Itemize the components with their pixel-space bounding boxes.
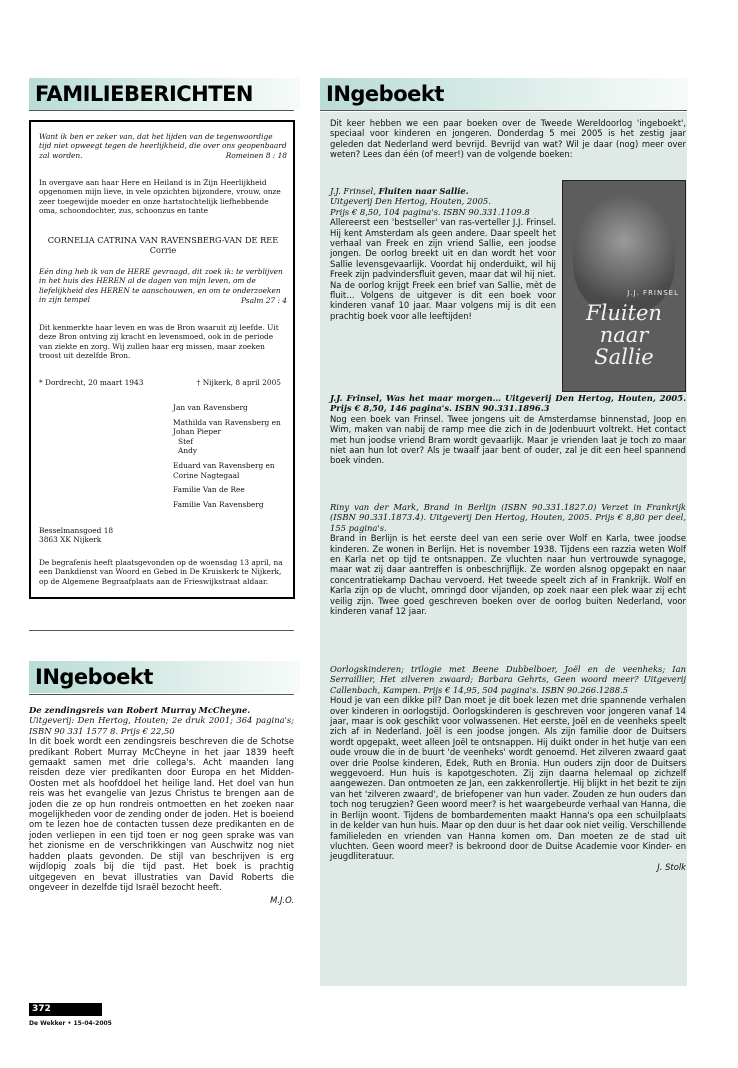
notice-quote-2: Eén ding heb ik van de HERE gevraagd, dit zoek ik: te verblijven in het huis des HEREN al de dagen van mijn leven, om de liefelijkheid des HEREN te aanschouwen, en om te onderzoeken in zijn tempel Psalm 27 : 4 bbox=[39, 267, 287, 305]
book-4-heading: Oorlogskinderen; trilogie met Beene Dubbelboer, Joël en de veenheks; Ian Serraillier, Het zilveren zwaard; Barbara Gehrts, Geen woord meer? Uitgeverij Callenbach, Kampen. Prijs € 14,95, 504 pagina's. ISBN 90.266.1288.5 bbox=[330, 664, 686, 695]
left-separator bbox=[29, 630, 294, 631]
notice-funeral: De begrafenis heeft plaatsgevonden op de woensdag 13 april, na een Dankdienst van Woord en Gebed in De Kruiskerk te Nijkerk, op de Algemene Begraafplaats aan de Frieswijkstraat aldaar. bbox=[39, 558, 283, 586]
book-4 bbox=[330, 664, 686, 872]
family-member: Andy bbox=[178, 446, 198, 456]
left-ingeboekt-header: INgeboekt bbox=[29, 661, 300, 693]
book-4-body: Houd je van een dikke pil? Dan moet je dit boek lezen met drie spannende verhalen over kinderen in oorlogstijd. Oorlogskinderen is geschreven voor jongeren vanaf 14 jaar, maar is ook geschikt voor volwassenen. Het eerste, Joël en de veenheks speelt zich af in Nederland. Joël is een joodse jongen. Als zijn familie door de Duitsers wordt opgepakt, weet alleen Joël te ontsnappen. Hij duikt onder in het hutje van een oude vrouw die in de buurt 'de veenheks' wordt genoemd. Het zilveren zwaard gaat over drie Poolse kinderen, Edek, Ruth en Bronia. Hun ouders zijn door de Duitsers weggevoerd. Hun huis is kapotgeschoten. Zij zijn daarna helemaal op zichzelf aangewezen. Dan ontmoeten ze Jan, een zakkenrollertje. Hij blijkt in het bezit te zijn van het 'zilveren zwaard', de briefopener van hun vader. Zouden ze hun ouders dan toch nog terugzien? Geen woord meer? is het waargebeurde verhaal van Hanna, die in Berlijn woont. Tijdens de bombardementen maakt Hanna's opa een schuilplaats in de kelder van hun huis. Maar op den duur is het daar ook niet veilig. Verschillende familieleden en vrienden van Hanna komen om. Dan moeten ze de stad uit vluchten. Geen woord meer? is bekroond door de Duitse Academie voor Kinder- en jeugdliteratuur. bbox=[330, 695, 687, 862]
left-review-rule bbox=[29, 694, 294, 695]
right-intro: Dit keer hebben we een paar boeken over de Tweede Wereldoorlog 'ingeboekt', speciaal voor kinderen en jongeren. Donderdag 5 mei 2005 is het zestig jaar geleden dat Nederland werd bevrijd. Bevrijd van wat? Wil je daar (nog) meer over weten? Lees dan één (of meer!) van de volgende boeken: bbox=[330, 118, 686, 160]
family-member: Mathilda van Ravensberg en bbox=[173, 417, 281, 427]
review-body: In dit boek wordt een zendingsreis beschreven die de Schotse predikant Robert Murray McCheyne in het jaar 1839 heeft gemaakt samen met drie collega's. Acht maanden lang reisden deze vier predikanten door Europa en het Midden-Oosten met als hoofddoel het heilige land. Het doel van hun reis was het evangelie van Jezus Christus te brengen aan de joden die ze op hun rondreis ontmoetten en het zoeken naar mogelijkheden voor de zending onder de joden. Het is boeiend om te lezen hoe de contacten tussen deze predikanten en de joden verliepen in een tijd toen er nog geen sprake was van het zionisme en de verschrikkingen van Auschwitz nog niet hadden plaats gevonden. De stijl van beschrijven is erg wijdlopig zoals bij die tijd past. Het boek is prachtig uitgegeven en bevat illustraties van David Roberts die ongeveer in dezelfde tijd Israël bezocht heeft. bbox=[29, 736, 294, 892]
book-1-heading: J.J. Frinsel, Fluiten naar Sallie. bbox=[330, 186, 469, 196]
cover-title-line-1: Fluiten bbox=[586, 301, 662, 325]
book-1-body: Allereerst een 'bestseller' van ras-verteller J.J. Frinsel. Hij kent Amsterdam als geen andere. Daar speelt het verhaal van Freek en zijn vriend Sallie, een joodse jongen. De oorlog breekt uit en dan wordt het voor Sallie levensgevaarlijk. Voordat hij onderduikt, wil hij Freek zijn padvindersfluit geven, maar dat wil hij niet. Na de oorlog krijgt Freek een brief van Sallie, mèt de fluit… Volgens de uitgever is dit een boek voor kinderen vanaf 10 jaar. Maar volgens mij is dit een prachtig boek voor alle leeftijden! bbox=[330, 217, 556, 321]
book-3-body: Brand in Berlijn is het eerste deel van een serie over Wolf en Karla, twee joodse kinderen. Ze wonen in Berlijn. Het is november 1938. Tijdens een razzia weten Wolf en Karla net op tijd te ontsnappen. Ze vluchten naar hun vertrouwde synagoge, maar wat zij daar aantreffen is onbeschrijflijk. Ze worden alsnog opgepakt en naar concentratiekamp Dachau vervoerd. Het tweede speelt zich af in Frankrijk. Wolf en Karla zijn op de vlucht, omringd door vijanden, op zoek naar een plek waar zij echt veilig zijn. Twee goed geschreven boeken over de oorlog buiten Nederland, voor kinderen vanaf 12 jaar. bbox=[330, 533, 686, 617]
book-2 bbox=[330, 393, 686, 466]
deceased-name: CORNELIA CATRINA VAN RAVENSBERG-VAN DE REE Corrie bbox=[47, 235, 279, 255]
left-header-rule bbox=[29, 110, 294, 111]
family-member: Corine Nagtegaal bbox=[173, 470, 240, 480]
review-signature: M.J.O. bbox=[270, 895, 294, 906]
publication-footer: De Wekker • 15-04-2005 bbox=[29, 1020, 112, 1027]
review-title: De zendingsreis van Robert Murray McCheyne. bbox=[29, 705, 251, 715]
notice-dates: * Dordrecht, 20 maart 1943 † Nijkerk, 8 april 2005 bbox=[39, 378, 281, 387]
book-cover-image bbox=[562, 180, 686, 392]
book-3 bbox=[330, 502, 686, 616]
book-3-heading: Riny van der Mark, Brand in Berlijn (ISBN 90.331.1827.0) Verzet in Frankrijk (ISBN 90.331.1873.4). Uitgeverij Den Hertog, Houten, 2005. Prijs € 8,80 per deel, 155 pagina's. bbox=[330, 502, 686, 533]
notice-address: Besselmansgoed 18 3863 XK Nijkerk bbox=[39, 526, 114, 545]
left-review bbox=[29, 705, 294, 906]
family-notice bbox=[29, 120, 295, 599]
family-member: Eduard van Ravensberg en bbox=[173, 460, 275, 470]
family-member: Familie Van de Ree bbox=[173, 485, 245, 495]
notice-quote-1-ref: Romeinen 8 : 18 bbox=[225, 151, 287, 161]
book-2-heading: J.J. Frinsel, Was het maar morgen… Uitgeverij Den Hertog, Houten, 2005. Prijs € 8,50, 146 pagina's. ISBN 90.331.1896.3 bbox=[330, 393, 686, 414]
family-member: Stef bbox=[178, 436, 194, 446]
notice-intro: In overgave aan haar Here en Heiland is in Zijn Heerlijkheid opgenomen mijn lieve, in vele opzichten bijzondere, vrouw, onze zeer toegewijde moeder en onze hartstochtelijk liefhebbende oma, schoondochter, zus, schoonzus en tante bbox=[39, 178, 281, 216]
book-1 bbox=[330, 186, 556, 321]
book-2-body: Nog een boek van Frinsel. Twee jongens uit de Amsterdamse binnenstad, Joop en Wim, maken van nabij de ramp mee die zich in de Jodenbuurt voltrekt. Het contact met hun joodse vriend Bram wordt gevaarlijk. Maar je vrienden laat je toch zo maar niet aan hun lot over? Als je twaalf jaar bent of ouder, zal je dit een heel spannend boek vinden. bbox=[330, 413, 686, 466]
family-member: Jan van Ravensberg bbox=[173, 403, 248, 412]
cover-author: J.J. FRINSEL bbox=[627, 289, 679, 297]
review-meta: Uitgeverij: Den Hertog, Houten; 2e druk 2001; 364 pagina's; ISBN 90 331 1577 8. Prijs € 22,50 bbox=[29, 715, 294, 736]
familieberichten-header: FAMILIEBERICHTEN bbox=[29, 78, 300, 110]
ingeboekt-header: INgeboekt bbox=[320, 78, 688, 110]
book-1-meta-1: Uitgeverij Den Hertog, Houten, 2005. bbox=[330, 196, 491, 207]
cover-title-line-2: naar bbox=[599, 323, 649, 347]
notice-quote-1: Want ik ben er zeker van, dat het lijden van de tegenwoordige tijd niet opweegt tegen de heerlijkheid, die over ons geopenbaard zal worden. Romeinen 8 : 18 bbox=[39, 132, 287, 161]
notice-family-list bbox=[173, 403, 281, 509]
notice-middle: Dit kenmerkte haar leven en was de Bron waaruit zij leefde. Uit deze Bron ontving zij kracht en levensmoed, ook in de periode van ziekte en zorg. Wij zullen haar erg missen, maar zoeken troost uit dezelfde Bron. bbox=[39, 323, 279, 361]
cover-title-line-3: Sallie bbox=[594, 345, 654, 369]
book-1-meta-2: Prijs € 8,50, 104 pagina's. ISBN 90.331.1109.8 bbox=[330, 206, 530, 217]
family-member: Johan Pieper bbox=[173, 427, 222, 437]
family-member: Familie Van Ravensberg bbox=[173, 499, 264, 509]
right-signature: J. Stolk bbox=[657, 861, 686, 872]
page-number: 372 bbox=[29, 1003, 102, 1016]
right-header-rule bbox=[320, 110, 687, 111]
